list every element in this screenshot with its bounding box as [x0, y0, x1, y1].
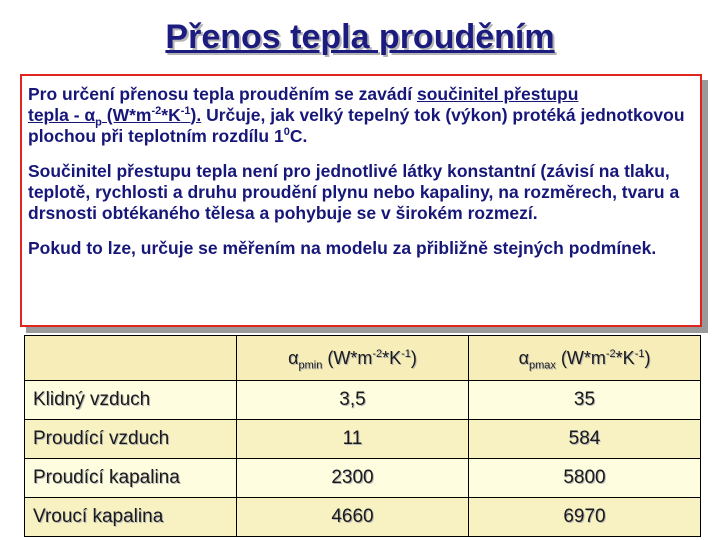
- unit-exponent: -2: [151, 105, 162, 117]
- unit-text: ).: [190, 105, 202, 125]
- unit-exponent: -2: [372, 347, 383, 360]
- table-header-row: [25, 336, 701, 381]
- unit-exponent: -1: [634, 347, 645, 360]
- header-alpha-max: [469, 336, 701, 381]
- cell-alpha-max: 584: [469, 420, 701, 459]
- unit-text: *K: [615, 347, 635, 368]
- heat-transfer-table: [24, 335, 701, 537]
- paragraph-variability: Součinitel přestupu tepla není pro jednotlivé látky konstantní (závisí na tlaku, teplotě, rychlosti a druhu proudění plynu nebo kapaliny, na rozměrech, tvaru a drsnosti obtékaného tělesa a pohybuje se v širokém rozmezí.: [28, 161, 680, 223]
- unit-text: (W*m: [101, 105, 152, 125]
- alpha-symbol: α: [84, 105, 96, 125]
- alpha-subscript: p: [95, 116, 102, 129]
- row-label: Proudící vzduch: [25, 420, 237, 459]
- header-alpha-min: [237, 336, 469, 381]
- unit-text: ): [410, 347, 417, 368]
- table-row: [25, 498, 701, 537]
- unit-text: *K: [382, 347, 402, 368]
- alpha-subscript: pmax: [528, 359, 556, 372]
- unit-exponent: -2: [605, 347, 616, 360]
- cell-alpha-max: 5800: [469, 459, 701, 498]
- header-empty-cell: [25, 336, 237, 381]
- unit-text: *K: [161, 105, 181, 125]
- cell-alpha-min: 3,5: [237, 381, 469, 420]
- alpha-subscript: pmin: [298, 359, 323, 372]
- row-label: Klidný vzduch: [25, 381, 237, 420]
- paragraph-measurement: Pokud to lze, určuje se měřením na modelu za přibližně stejných podmínek.: [28, 238, 657, 258]
- cell-alpha-min: 2300: [237, 459, 469, 498]
- paragraph-definition: [28, 84, 694, 147]
- unit-text: (W*m: [555, 347, 606, 368]
- term-text: tepla -: [28, 105, 85, 125]
- table-row: [25, 420, 701, 459]
- paragraph-text: C.: [289, 126, 308, 146]
- unit-exponent: -1: [180, 105, 191, 117]
- unit-exponent: -1: [401, 347, 411, 360]
- row-label: Vroucí kapalina: [25, 498, 237, 537]
- paragraph-text: Pro určení přenosu tepla prouděním se zavádí: [28, 84, 417, 104]
- row-label: Proudící kapalina: [25, 459, 237, 498]
- table-row: [25, 381, 701, 420]
- table-row: [25, 459, 701, 498]
- cell-alpha-max: 6970: [469, 498, 701, 537]
- alpha-symbol: α: [518, 347, 529, 368]
- unit-text: ): [644, 347, 651, 368]
- paragraph-text: Určuje, jak velký tepelný tok (výkon) protéká jednotkovou plochou při teplotním rozdílu 1: [28, 105, 685, 146]
- slide-title: Přenos tepla prouděním: [165, 18, 555, 56]
- cell-alpha-max: 35: [469, 381, 701, 420]
- degree-superscript: 0: [283, 126, 290, 138]
- cell-alpha-min: 4660: [237, 498, 469, 537]
- unit-text: (W*m: [322, 347, 373, 368]
- term-text: součinitel přestupu: [416, 84, 579, 104]
- alpha-symbol: α: [288, 347, 299, 368]
- text-box: [20, 74, 702, 327]
- cell-alpha-min: 11: [237, 420, 469, 459]
